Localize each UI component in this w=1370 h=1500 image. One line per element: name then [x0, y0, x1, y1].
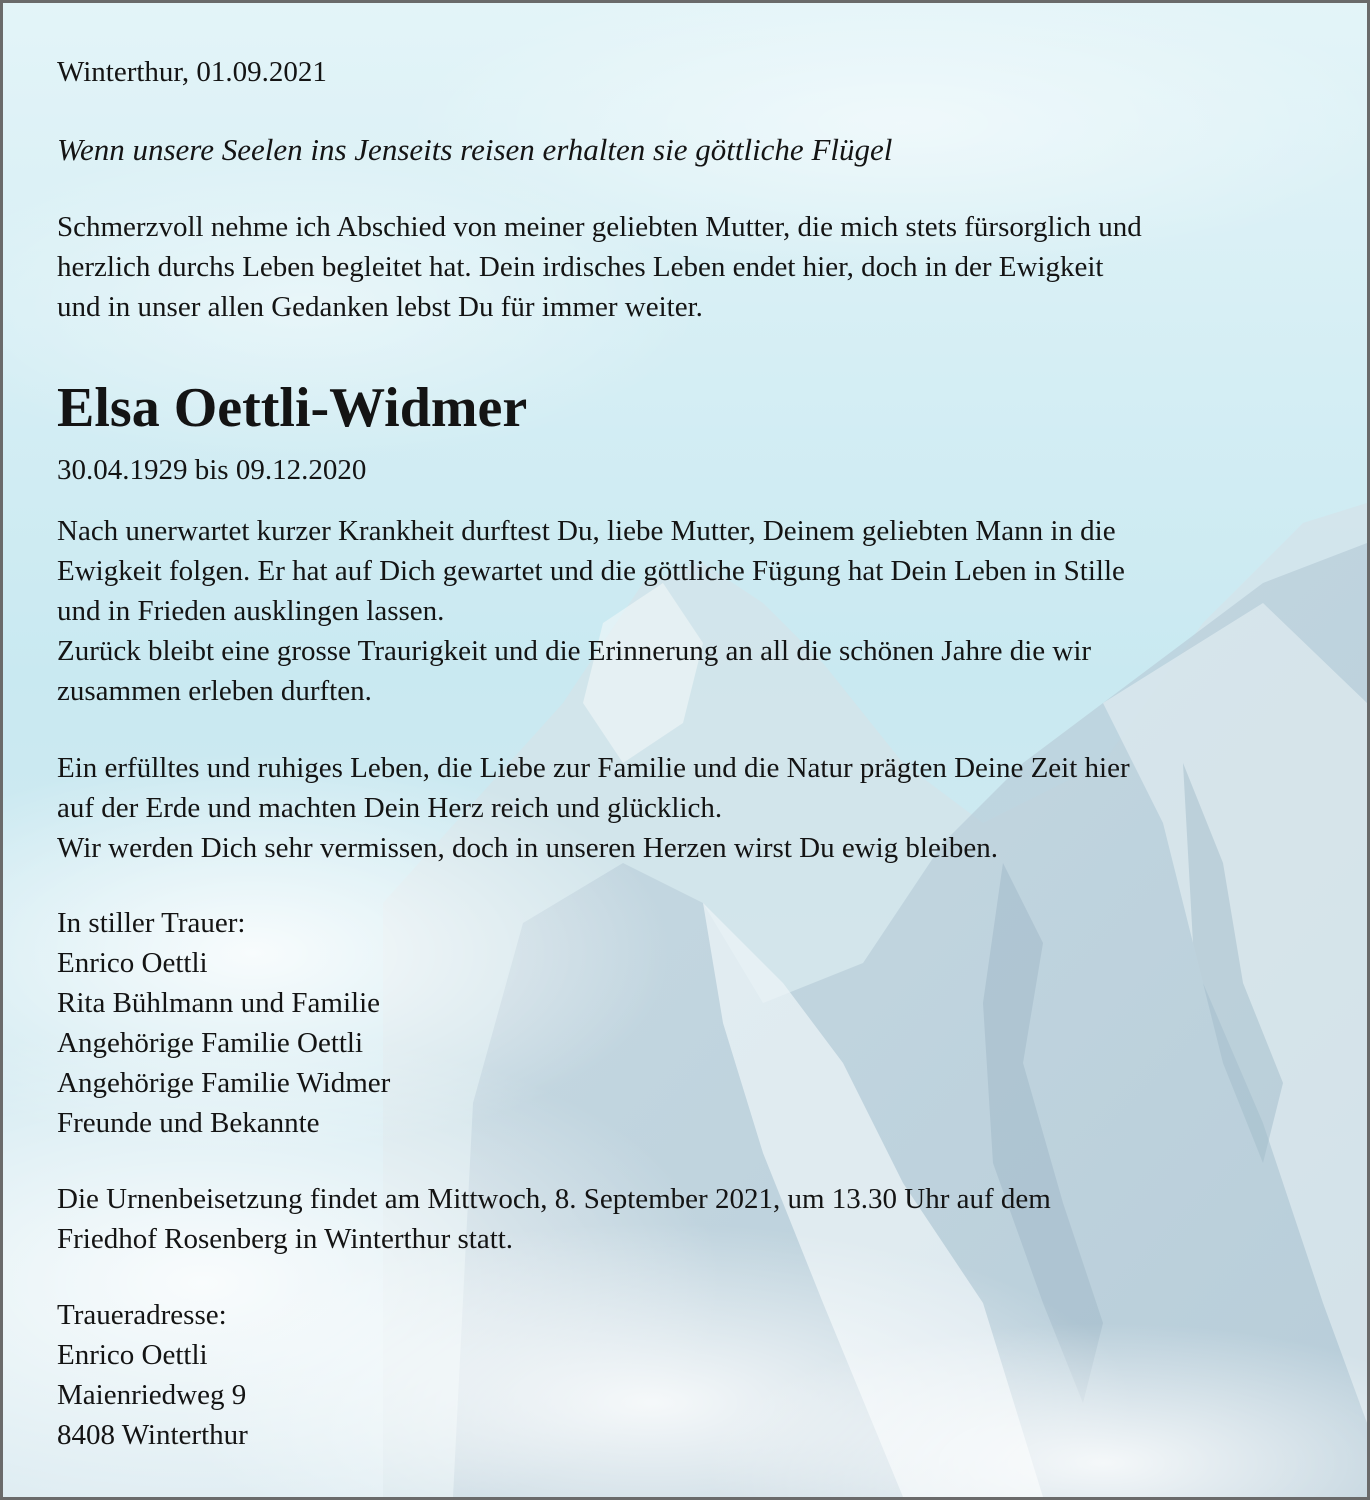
address-line: 8408 Winterthur — [57, 1419, 248, 1451]
body-paragraph-2 — [57, 748, 1130, 868]
body-line: Zurück bleibt eine grosse Traurigkeit und die Erinnerung an all die schönen Jahre die wir — [57, 635, 1092, 667]
intro-line: Schmerzvoll nehme ich Abschied von meiner geliebten Mutter, die mich stets fürsorglich und — [57, 211, 1142, 243]
body-line: zusammen erleben durften. — [57, 675, 372, 707]
body-line: auf der Erde und machten Dein Herz reich und glücklich. — [57, 792, 723, 824]
body-line: Ein erfülltes und ruhiges Leben, die Liebe zur Familie und die Natur prägten Deine Zeit hier — [57, 752, 1130, 784]
address-heading: Traueradresse: — [57, 1299, 227, 1331]
ceremony-line: Die Urnenbeisetzung findet am Mittwoch, 8. September 2021, um 13.30 Uhr auf dem — [57, 1183, 1051, 1215]
intro-line: herzlich durchs Leben begleitet hat. Dein irdisches Leben endet hier, doch in der Ewigkeit — [57, 251, 1104, 283]
place-date: Winterthur, 01.09.2021 — [57, 56, 327, 88]
intro-line: und in unser allen Gedanken lebst Du für immer weiter. — [57, 291, 703, 323]
mourner-name: Rita Bühlmann und Familie — [57, 987, 381, 1019]
body-paragraph-1 — [57, 511, 1125, 711]
mourners-list — [57, 903, 390, 1143]
ceremony-line: Friedhof Rosenberg in Winterthur statt. — [57, 1223, 514, 1255]
address-line: Maienriedweg 9 — [57, 1379, 247, 1411]
ceremony-notice — [57, 1179, 1051, 1259]
mourner-name: Freunde und Bekannte — [57, 1107, 320, 1139]
address-line: Enrico Oettli — [57, 1339, 208, 1371]
deceased-name: Elsa Oettli-Widmer — [57, 377, 528, 439]
mourners-heading: In stiller Trauer: — [57, 907, 246, 939]
motto-quote: Wenn unsere Seelen ins Jenseits reisen erhalten sie göttliche Flügel — [57, 132, 893, 167]
body-line: Nach unerwartet kurzer Krankheit durftest Du, liebe Mutter, Deinem geliebten Mann in die — [57, 515, 1116, 547]
mourner-name: Enrico Oettli — [57, 947, 208, 979]
mourner-name: Angehörige Familie Widmer — [57, 1067, 391, 1099]
mourning-address — [57, 1295, 248, 1455]
intro-paragraph — [57, 207, 1142, 327]
body-line: und in Frieden ausklingen lassen. — [57, 595, 445, 627]
mourner-name: Angehörige Familie Oettli — [57, 1027, 364, 1059]
body-line: Wir werden Dich sehr vermissen, doch in unseren Herzen wirst Du ewig bleiben. — [57, 832, 999, 864]
lifespan-dates: 30.04.1929 bis 09.12.2020 — [57, 454, 367, 486]
body-line: Ewigkeit folgen. Er hat auf Dich gewartet und die göttliche Fügung hat Dein Leben in Stille — [57, 555, 1125, 587]
